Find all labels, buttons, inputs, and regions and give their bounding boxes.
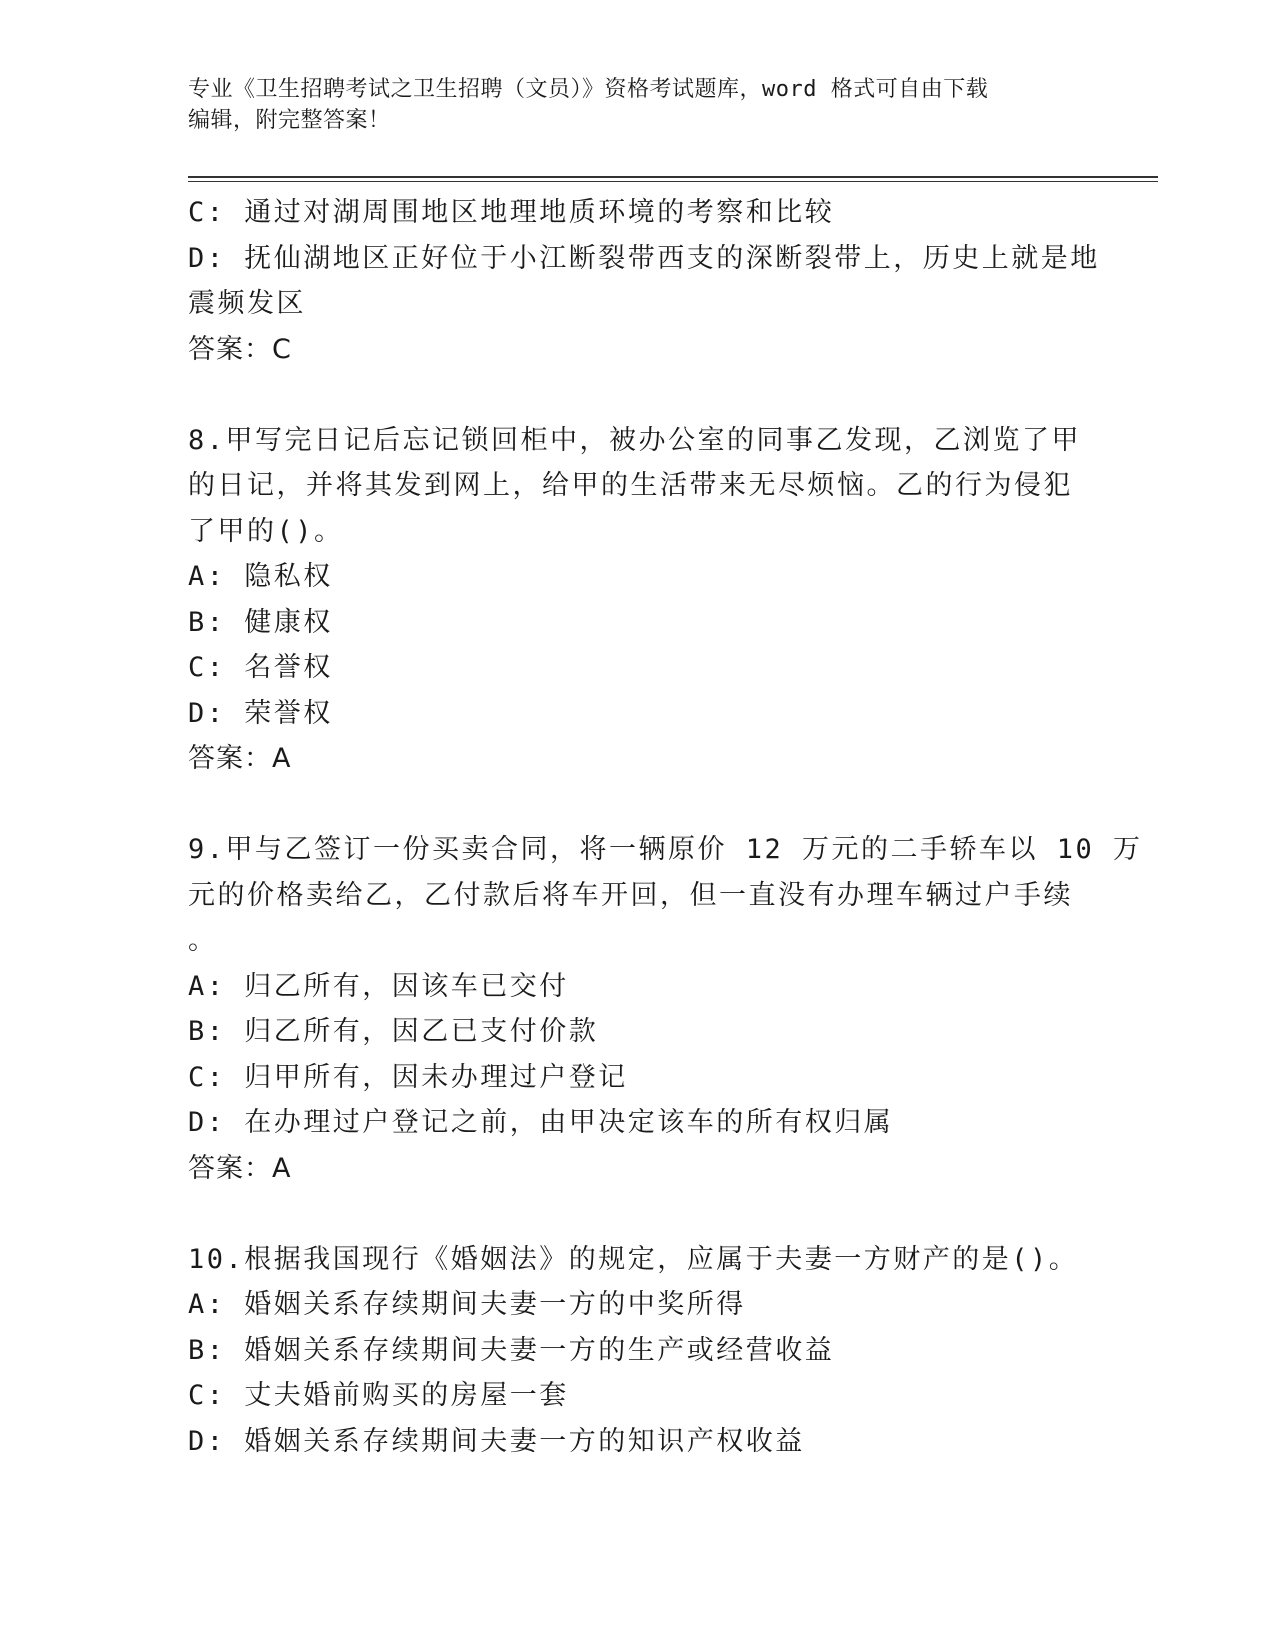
header-divider-thin <box>188 181 1158 182</box>
spacer <box>188 782 1088 828</box>
page-header <box>188 74 1088 136</box>
option-d: D: 婚姻关系存续期间夫妻一方的知识产权收益 <box>188 1425 805 1457</box>
header-line-2: 编辑，附完整答案！ <box>188 108 391 133</box>
question-9 <box>188 827 1143 1191</box>
question-10 <box>188 1237 1088 1465</box>
option-d-continued: 震频发区 <box>188 288 306 319</box>
option-b: B: 健康权 <box>188 606 333 638</box>
question-text: 10.根据我国现行《婚姻法》的规定，应属于夫妻一方财产的是()。 <box>188 1243 1079 1275</box>
option-d: D: 荣誉权 <box>188 697 333 729</box>
header-divider-thick <box>188 176 1158 178</box>
spacer <box>188 1191 1088 1237</box>
spacer <box>188 372 1088 418</box>
option-a: A: 归乙所有，因该车已交付 <box>188 970 569 1002</box>
option-d: D: 在办理过户登记之前，由甲决定该车的所有权归属 <box>188 1107 894 1138</box>
question-text: 元的价格卖给乙，乙付款后将车开回，但一直没有办理车辆过户手续 <box>188 879 1073 911</box>
option-a: A: 隐私权 <box>188 561 333 592</box>
option-c: C: 丈夫婚前购买的房屋一套 <box>188 1380 569 1411</box>
question-text: 9.甲与乙签订一份买卖合同，将一辆原价 12 万元的二手轿车以 10 万 <box>188 834 1143 865</box>
question-content <box>188 190 1143 1464</box>
question-text: 8.甲写完日记后忘记锁回柜中，被办公室的同事乙发现，乙浏览了甲 <box>188 424 1082 456</box>
option-d: D: 抚仙湖地区正好位于小江断裂带西支的深断裂带上，历史上就是地 <box>188 242 1100 274</box>
option-c: C: 通过对湖周围地区地理地质环境的考察和比较 <box>188 197 835 228</box>
question-text: 的日记，并将其发到网上，给甲的生活带来无尽烦恼。乙的行为侵犯 <box>188 470 1073 501</box>
answer-line: 答案：A <box>188 1152 292 1184</box>
header-line-1: 专业《卫生招聘考试之卫生招聘（文员）》资格考试题库，word 格式可自由下载 <box>188 77 989 102</box>
option-b: B: 归乙所有，因乙已支付价款 <box>188 1016 599 1047</box>
option-c: C: 名誉权 <box>188 652 333 683</box>
previous-question-tail <box>188 190 1100 372</box>
question-8 <box>188 418 1088 782</box>
option-b: B: 婚姻关系存续期间夫妻一方的生产或经营收益 <box>188 1334 835 1366</box>
option-c: C: 归甲所有，因未办理过户登记 <box>188 1061 628 1093</box>
answer-line: 答案：A <box>188 743 292 774</box>
question-text: 。 <box>188 925 218 956</box>
question-text: 了甲的()。 <box>188 515 344 547</box>
answer-line: 答案：C <box>188 333 292 365</box>
option-a: A: 婚姻关系存续期间夫妻一方的中奖所得 <box>188 1289 746 1320</box>
